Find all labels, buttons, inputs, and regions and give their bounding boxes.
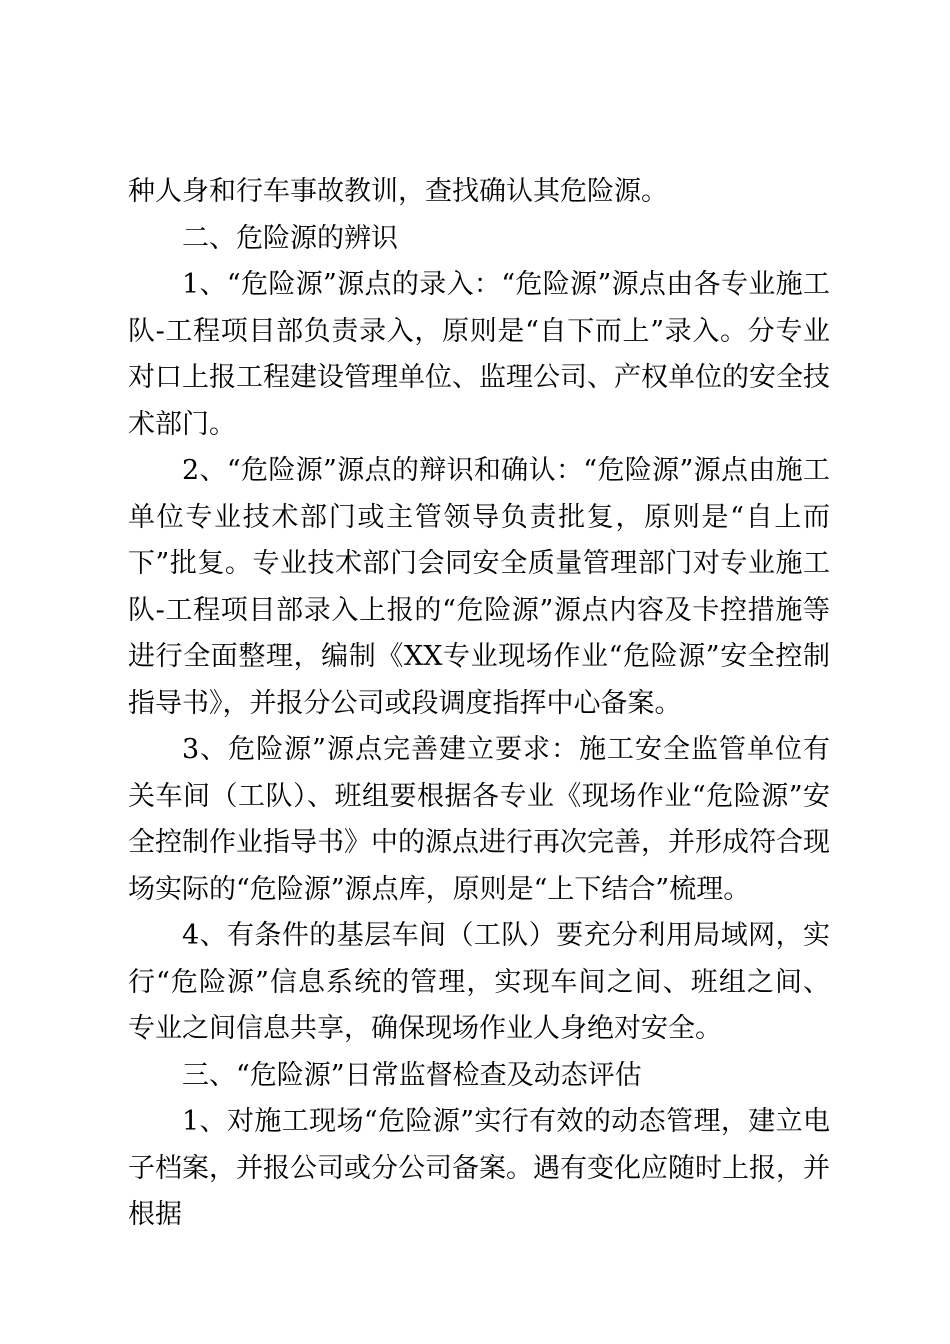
paragraph-item-4-information-system: 4、有条件的基层车间（工队）要充分利用局域网，实行“危险源”信息系统的管理，实现车间之间、班组之间、专业之间信息共享，确保现场作业人身绝对安全。 (128, 920, 830, 1044)
document-body (128, 169, 830, 1239)
paragraph-item-2-identification: 2、“危险源”源点的辩识和确认：“危险源”源点由施工单位专业技术部门或主管领导负责批复，原则是“自上而下”批复。专业技术部门会同安全质量管理部门对专业施工队-工程项目部录入上报的“危险源”源点内容及卡控措施等进行全面整理，编制《XX专业现场作业“危险源”安全控制指导书》，并报分公司或段调度指挥中心备案。 (128, 455, 830, 719)
paragraph-item-1-dynamic-management: 1、对施工现场“危险源”实行有效的动态管理，建立电子档案，并报公司或分公司备案。遇有变化应随时上报，并根据 (128, 1106, 830, 1230)
section-heading-daily-supervision: 三、“危险源”日常监督检查及动态评估 (182, 1059, 642, 1091)
paragraph-item-1-entry: 1、“危险源”源点的录入：“危险源”源点由各专业施工队-工程项目部负责录入，原则是“自下而上”录入。分专业对口上报工程建设管理单位、监理公司、产权单位的安全技术部门。 (128, 269, 830, 440)
paragraph-item-3-requirements: 3、危险源”源点完善建立要求：施工安全监管单位有关车间（工队）、班组要根据各专业《现场作业“危险源”安全控制作业指导书》中的源点进行再次完善，并形成符合现场实际的“危险源”源点库，原则是“上下结合”梳理。 (128, 734, 830, 905)
section-heading-hazard-identification: 二、危险源的辨识 (182, 222, 398, 254)
paragraph-continuation: 种人身和行车事故教训，查找确认其危险源。 (128, 176, 668, 207)
